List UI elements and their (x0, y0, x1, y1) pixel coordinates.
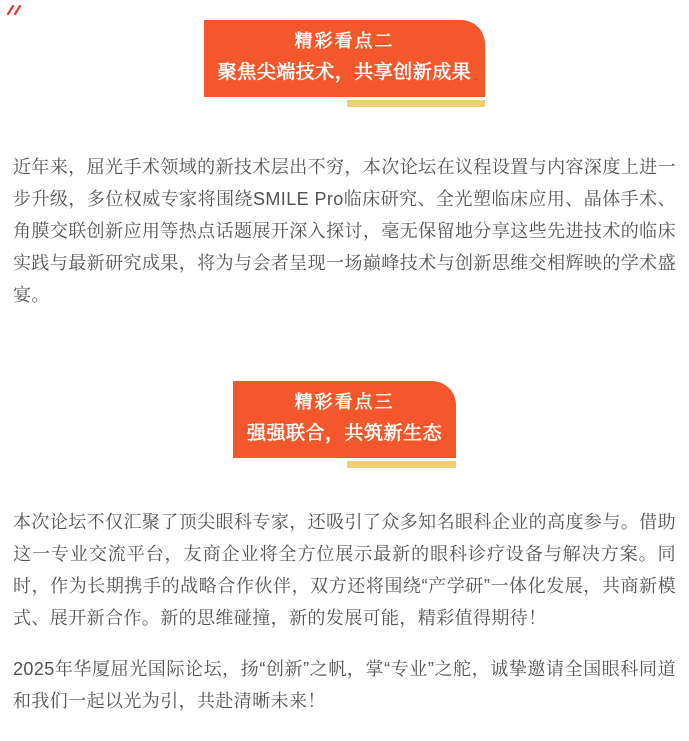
paragraph-ecosystem: 本次论坛不仅汇聚了顶尖眼科专家，还吸引了众多知名眼科企业的高度参与。借助这一专业交流平台，友商企业将全方位展示最新的眼科诊疗设备与解决方案。同时，作为长期携手的战略合作伙伴，双方还将围绕“产学研”一体化发展，共商新模式、展开新合作。新的思维碰撞，新的发展可能，精彩值得期待！ (13, 512, 676, 628)
highlight-3-banner (233, 381, 456, 458)
highlight-3-title: 精彩看点三 (294, 392, 395, 412)
highlight-2-banner (204, 20, 486, 97)
paragraph-technology: 近年来，屈光手术领域的新技术层出不穷，本次论坛在议程设置与内容深度上进一步升级，多位权威专家将围绕SMILE Pro临床研究、全光塑临床应用、晶体手术、角膜交联创新应用等热点话题展开深入探讨，毫无保留地分享这些先进技术的临床实践与最新研究成果，将为与会者呈现一场巅峰技术与创新思维交相辉映的学术盛宴。 (13, 157, 676, 305)
highlight-2-title: 精彩看点二 (294, 31, 395, 51)
highlight-3-underline (347, 461, 456, 468)
highlight-2-underline (347, 100, 485, 107)
highlight-2-subtitle: 聚焦尖端技术，共享创新成果 (217, 62, 472, 83)
corner-accent-mark (6, 4, 22, 16)
section-highlight-3 (233, 381, 456, 468)
paragraph-closing-invitation: 2025年华厦屈光国际论坛，扬“创新”之帆，掌“专业”之舵，诚挚邀请全国眼科同道和我们一起以光为引，共赴清晰未来！ (13, 659, 676, 711)
highlight-3-subtitle: 强强联合，共筑新生态 (246, 423, 442, 444)
section-highlight-2 (204, 20, 486, 107)
